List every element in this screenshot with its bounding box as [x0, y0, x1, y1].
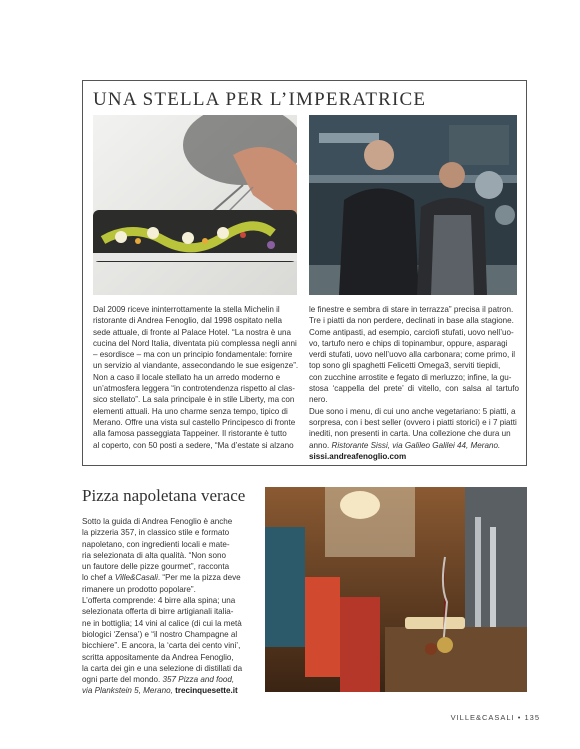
section-title: Pizza napoletana verace [82, 486, 246, 505]
box-left-column: Dal 2009 riceve ininterrottamente la stella Michelin il ristorante di Andrea Fenoglio, dal 1998 ospitato nella sede attuale, di fronte al Palace Hotel. “La nostra è una cucina del Nord Italia, diventata più complessa negli anni – esordisce – ma con un principio fondamentale: fornire un servizio al viandante, assecondando le sue esigenze”. Non a caso il locale stellato ha un arredo moderno e un’atmosfera leggera “in controtendenza rispetto al clas- sico stellato”. La sala principale è in stile Liberty, ma con elementi attuali. Ha uno charme senza tempo, tipico di Merano. Offre una vista sul castello Principesco di fronte alla famosa passeggiata Tappeiner. Il ristorante è tutto al coperto, con 50 posti a sedere, “Ma d’estate si alzano [93, 305, 299, 450]
restaurant-link[interactable]: sissi.andreafenoglio.com [309, 451, 407, 461]
box-right-column: le finestre e sembra di stare in terrazza” precisa il patron. Tre i piatti da non perdere, declinati in base alla stagione. Come antipasti, ad esempio, carciofi stufati, uovo nell’uo- vo, tartufo nero e chips di topinambur, oppure, asparagi verdi stufati, uovo nell’uovo alla carbonara; come primo, il top sono gli spaghetti Felicetti Omega3, serviti tiepidi, con zucchine arrostite e fegato di merluzzo; infine, la gu- stosa ‘cappella del prete’ di vitello, con salsa al tartufo nero. Due sono i menu, di cui uno anche vegetariano: 5 piatti, a sorpresa, con i best seller (ovvero i piatti storici) e i 7 piatti inediti, non presenti in carta. Una collezione che dura un anno. Ristorante Sissi, via Galileo Galilei 44, Merano. sissi.andreafenoglio.com [309, 305, 519, 461]
box-title: UNA STELLA PER L’IMPERATRICE [93, 89, 427, 110]
restaurant-address: Ristorante Sissi, via Galileo Galilei 44, Merano. [331, 440, 501, 450]
photo-dish [93, 115, 297, 295]
photo-pizzeria-interior [265, 487, 527, 692]
pizzeria-link[interactable]: trecinquesette.it [175, 686, 238, 696]
page-footer: VILLE&CASALI • 135 [450, 713, 540, 722]
photo-chefs [309, 115, 517, 295]
feature-box [82, 80, 527, 466]
section-body: Sotto la guida di Andrea Fenoglio è anche la pizzeria 357, in classico stile e formato napoletano, con ingredienti locali e mate- ria selezionata di alta qualità. “Non sono un fautore delle pizze gourmet”, racconta lo chef a Ville&Casali. “Per me la pizza deve rimanere un prodotto popolare”. L’offerta comprende: 4 birre alla spina; una selezionata offerta di birre artigianali italia- ne in bottiglia; 14 vini al calice (di cui la metà biologici ‘Zensa’) e “il nostro Champagne al bicchiere”. E ancora, la ‘carta dei cento vini’, scritta appositamente da Andrea Fenoglio, la carta dei gin e una selezione di distillati da ogni parte del mondo. 357 Pizza and food, via Plankstein 5, Merano, trecinquesette.it [82, 517, 243, 696]
